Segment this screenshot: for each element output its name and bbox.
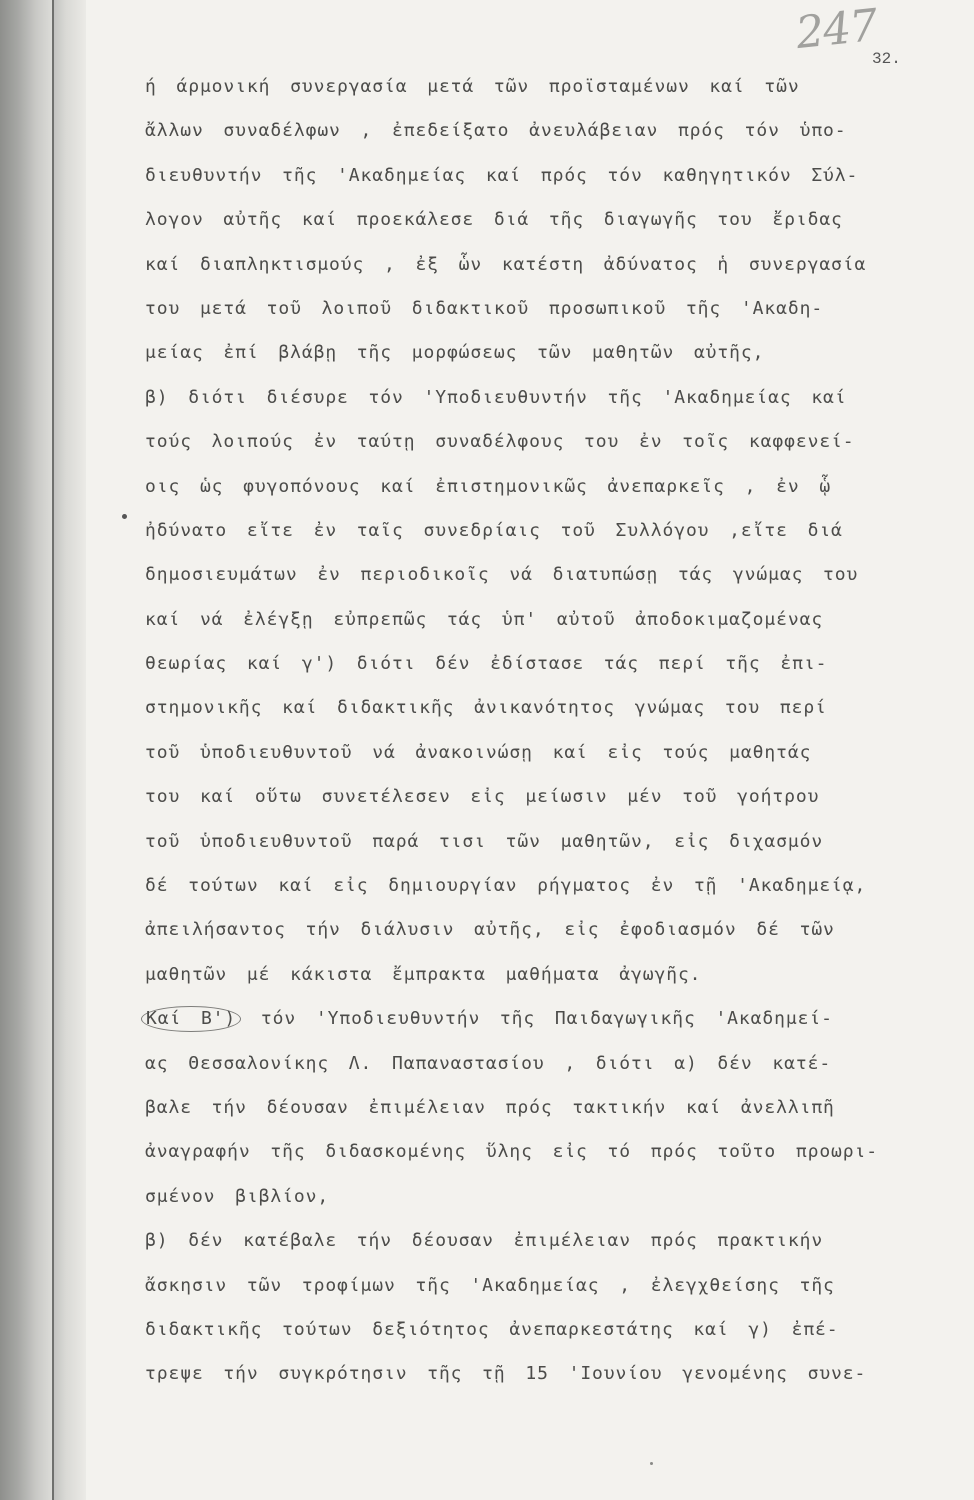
text-line: λογον αὐτῆς καί προεκάλεσε διά τῆς διαγωγῆς του ἔριδας bbox=[145, 209, 843, 231]
circled-section-marker: Καί Β') bbox=[141, 1006, 241, 1032]
book-binding bbox=[0, 0, 52, 1500]
text-line: β) διότι διέσυρε τόν 'Υποδιευθυντήν τῆς 'Ακαδημείας καί bbox=[145, 386, 847, 408]
text-line: μαθητῶν μέ κάκιστα ἔμπρακτα μαθήματα ἀγωγῆς. bbox=[145, 963, 702, 985]
text-line: β) δέν κατέβαλε τήν δέουσαν ἐπιμέλειαν πρός πρακτικήν bbox=[145, 1230, 824, 1252]
text-line: στημονικῆς καί διδακτικῆς ἀνικανότητος γνώμας του περί bbox=[145, 697, 827, 719]
text-line: ας Θεσσαλονίκης Λ. Παπαναστασίου , διότι α) δέν κατέ- bbox=[145, 1052, 832, 1074]
text-line: σμένον βιβλίον, bbox=[145, 1185, 330, 1207]
text-line: Καί Β') τόν 'Υποδιευθυντήν τῆς Παιδαγωγικῆς 'Ακαδημεί- bbox=[145, 1004, 935, 1048]
text-line: τοῦ ὑποδιευθυντοῦ νά ἀνακοινώσῃ καί εἰς τούς μαθητάς bbox=[145, 741, 812, 763]
text-line: του καί οὕτω συνετέλεσεν εἰς μείωσιν μέν τοῦ γοήτρου bbox=[145, 786, 820, 808]
text-line: τρεψε τήν συγκρότησιν τῆς τῇ 15 'Ιουνίου γενομένης συνε- bbox=[145, 1363, 867, 1385]
page-number: 32. bbox=[872, 50, 901, 68]
margin-dot bbox=[122, 514, 127, 519]
text-line: ἄλλων συναδέλφων , ἐπεδείξατο ἀνευλάβειαν πρός τόν ὑπο- bbox=[145, 120, 847, 142]
text-line: δέ τούτων καί εἰς δημιουργίαν ρήγματος ἐν τῇ 'Ακαδημείᾳ, bbox=[145, 875, 867, 897]
archive-folio-number: 247 bbox=[793, 0, 880, 60]
text-line: διευθυντήν τῆς 'Ακαδημείας καί πρός τόν καθηγητικόν Σύλ- bbox=[145, 164, 859, 186]
text-line: οις ὡς φυγοπόνους καί ἐπιστημονικῶς ἀνεπαρκεῖς , ἐν ᾧ bbox=[145, 475, 832, 497]
text-line: ή άρμονική συνεργασία μετά τῶν προϊσταμένων καί τῶν bbox=[145, 76, 800, 97]
text-line: του μετά τοῦ λοιποῦ διδακτικοῦ προσωπικοῦ τῆς 'Ακαδη- bbox=[145, 297, 824, 319]
text-line: καί νά ἐλέγξῃ εὐπρεπῶς τάς ὑπ' αὐτοῦ ἀποδοκιμαζομένας bbox=[145, 608, 824, 630]
text-line: δημοσιευμάτων ἐν περιοδικοῖς νά διατυπώσῃ τάς γνώμας του bbox=[145, 564, 859, 586]
gutter-line bbox=[52, 0, 54, 1500]
text-line: ἀναγραφήν τῆς διδασκομένης ὕλης εἰς τό πρός τοῦτο προωρι- bbox=[145, 1141, 879, 1163]
text-line: βαλε τήν δέουσαν ἐπιμέλειαν πρός τακτικήν καί ἀνελλιπῆ bbox=[145, 1096, 835, 1118]
text-line: μείας ἐπί βλάβῃ τῆς μορφώσεως τῶν μαθητῶν αὐτῆς, bbox=[145, 342, 765, 364]
text-line: ἠδύνατο εἴτε ἐν ταῖς συνεδρίαις τοῦ Συλλόγου ,εἴτε διά bbox=[145, 519, 843, 541]
text-line: διδακτικῆς τούτων δεξιότητος ἀνεπαρκεστάτης καί γ) ἐπέ- bbox=[145, 1318, 839, 1340]
text-line: θεωρίας καί γ') διότι δέν ἐδίστασε τάς περί τῆς ἐπι- bbox=[145, 653, 828, 675]
typewritten-text bbox=[145, 72, 935, 1404]
text-line: τοῦ ὑποδιευθυντοῦ παρά τισι τῶν μαθητῶν, εἰς διχασμόν bbox=[145, 830, 824, 852]
text-line: καί διαπληκτισμούς , ἐξ ὧν κατέστη ἀδύνατος ἡ συνεργασία bbox=[145, 253, 867, 275]
paper-speck bbox=[650, 1462, 653, 1465]
text-line: ἄσκησιν τῶν τροφίμων τῆς 'Ακαδημείας , ἐλεγχθείσης τῆς bbox=[145, 1274, 835, 1296]
page-edge-shadow bbox=[52, 0, 86, 1500]
text-line: ἀπειλήσαντος τήν διάλυσιν αὐτῆς, εἰς ἐφοδιασμόν δέ τῶν bbox=[145, 919, 835, 941]
text-line: τούς λοιπούς ἐν ταύτῃ συναδέλφους του ἐν τοῖς καφφενεί- bbox=[145, 431, 855, 453]
